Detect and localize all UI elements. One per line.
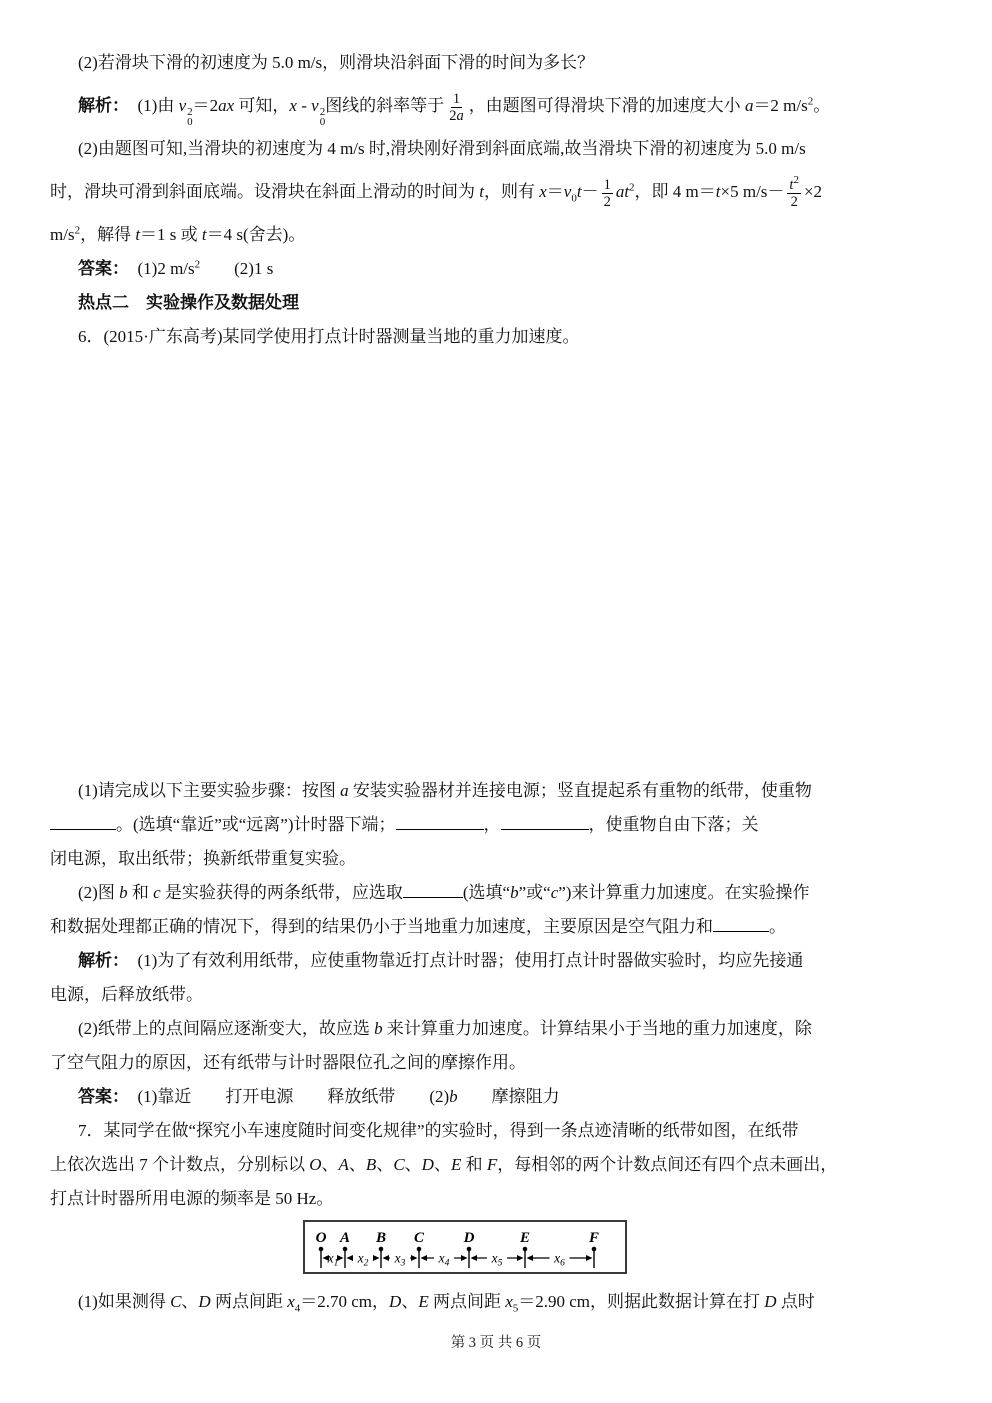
q5-analysis-2b: 时，滑块可滑到斜面底端。设滑块在斜面上滑动的时间为 t，则有 $x=v_0t-$ $\frac{1}{2}$ $at^2$，即 4 m＝t×5 m/s－ $\frac{t^2}{2}$ ×2 (50, 173, 823, 210)
q6-part2b: 和数据处理都正确的情况下，得到的结果仍小于当地重力加速度，主要原因是空气阻力和 。 (50, 917, 786, 936)
q6-part1c: 闭电源，取出纸带；换新纸带重复实验。 (50, 849, 356, 868)
var: A (338, 1155, 349, 1174)
fr: $\frac{1}{2}$ (603, 176, 611, 210)
tape-figure-box (303, 1220, 627, 1274)
text: 解析： (78, 951, 121, 970)
var: v (563, 182, 572, 201)
q6-analysis-2b: 了空气阻力的原因，还有纸带与计时器限位孔之间的摩擦作用。 (50, 1053, 526, 1072)
var: t (789, 176, 794, 193)
var: D (389, 1292, 402, 1311)
var: F (486, 1155, 498, 1174)
var: at (615, 182, 630, 201)
text: 答案： (78, 1087, 121, 1106)
text: 答案： (78, 259, 121, 278)
bl (713, 916, 769, 932)
q6-part1b: 。(选填“靠近”或“远离”)计时器下端； ， ，使重物自由下落；关 (50, 808, 942, 842)
q7-part1: (1)如果测得 C、D 两点间距 $x_4=2.70$ cm，D、E 两点间距 $x_5=2.90$ cm，则据此数据计算在打 D 点时 (78, 1292, 815, 1315)
tape-diagram (305, 1222, 625, 1272)
text: 5 (512, 1302, 519, 1315)
var: v (311, 96, 319, 115)
text: 0 (571, 192, 577, 205)
text: 热点二 实验操作及数据处理 (78, 293, 299, 312)
tape-interval-label: $x_3$ (394, 1250, 406, 1269)
tape-interval-label: $x_4$ (438, 1250, 450, 1269)
var: x (287, 1292, 295, 1311)
var: t (576, 182, 582, 201)
var: b (374, 1019, 383, 1038)
tape-point-label: B (375, 1230, 387, 1246)
var: a (456, 107, 464, 124)
fr: $\frac{1}{2a}$ (449, 90, 464, 124)
var: b (449, 1087, 458, 1106)
text: 解析： (78, 96, 121, 115)
q7-stem-c: 打点计时器所用电源的频率是 50 Hz。 (50, 1189, 334, 1208)
var: D (764, 1292, 777, 1311)
var: x (505, 1292, 513, 1311)
section-heading-hotspot2 (50, 286, 942, 320)
q5-part2-question: (2)若滑块下滑的初速度为 5.0 m/s，则滑块沿斜面下滑的时间为多长？ (78, 53, 595, 72)
tape-point-label: C (413, 1230, 425, 1246)
tape-point-label: A (339, 1230, 351, 1246)
tape-point-label: E (519, 1230, 531, 1246)
var: a (340, 781, 349, 800)
var: c (550, 883, 559, 902)
text: 2 (793, 173, 799, 186)
var: x (289, 96, 297, 115)
var: t (715, 182, 721, 201)
q5-analysis-1: 解析： (1)由 v 2 0 ＝2ax 可知，x - v 2 0 图线的斜率等于 $\frac{1}{2a}$ ，由题图可得滑块下滑的加速度大小 a＝2 $m/s^2$。 (78, 90, 831, 128)
q6-part1a: (1)请完成以下主要实验步骤：按图 a 安装实验器材并连接电源；竖直提起系有重物的纸带，使重物 (78, 781, 812, 800)
q7-stem-b: 上依次选出 7 个计数点，分别标以 O、A、B、C、D、E 和 F，每相邻的两个计数点间还有四个点未画出， (50, 1155, 838, 1174)
var: a (744, 96, 754, 115)
q5-answer: 答案： (1)2 $m/s^2$ (2)1 s (78, 258, 274, 278)
q6-analysis-2a: (2)纸带上的点间隔应逐渐变大，故应选 b 来计算重力加速度。计算结果小于当地的重力加速度，除 (78, 1019, 812, 1038)
page-footer: 第 3 页 共 6 页 (450, 1335, 542, 1351)
tape-interval-label: $x_1$ (327, 1250, 339, 1269)
stk: 2 0 (187, 106, 193, 128)
q6-apparatus-figure-area (50, 354, 942, 774)
var: E (418, 1292, 429, 1311)
var: ax (218, 96, 235, 115)
q5-analysis-2a: (2)由题图可知,当滑块的初速度为 4 m/s 时,滑块刚好滑到斜面底端,故当滑块下滑的初速度为 5.0 m/s (78, 139, 806, 158)
bl (501, 814, 589, 830)
tape-interval-label: $x_6$ (554, 1250, 565, 1269)
tape-interval-label: $x_5$ (491, 1250, 503, 1269)
var: D (198, 1292, 211, 1311)
tape-point-label: D (463, 1230, 475, 1246)
text: 2 (807, 95, 814, 108)
text: 4 (294, 1302, 301, 1315)
q7-stem-a: 7．某同学在做“探究小车速度随时间变化规律”的实验时，得到一条点迹清晰的纸带如图，在纸带 (78, 1121, 799, 1140)
bl (50, 814, 116, 830)
q6-analysis-1a: 解析： (1)为了有效利用纸带，应使重物靠近打点计时器；使用打点计时器做实验时，均应先接通 (78, 951, 804, 970)
var: x (539, 182, 547, 201)
var: t (135, 225, 141, 244)
var: C (393, 1155, 405, 1174)
tape-interval-label: $x_2$ (357, 1250, 369, 1269)
q5-analysis-2c: $m/s^2$，解得 t＝1 s 或 t＝4 s(舍去)。 (50, 224, 306, 244)
q6-analysis-1b: 电源，后释放纸带。 (50, 985, 203, 1004)
bl (403, 882, 463, 898)
tape-point-label: F (588, 1230, 600, 1246)
var: v (178, 96, 187, 115)
fr: $\frac{t^2}{2}$ (789, 173, 799, 210)
var: D (421, 1155, 434, 1174)
var: O (309, 1155, 322, 1174)
var: B (365, 1155, 377, 1174)
q7-tape-figure-row (303, 1220, 942, 1277)
q6-answer: 答案： (1)靠近 打开电源 释放纸带 (2)b 摩擦阻力 (78, 1087, 560, 1106)
bl (396, 814, 484, 830)
document-body (50, 46, 942, 1319)
q6-part2a: (2)图 b 和 c 是实验获得的两条纸带，应选取 (选填“b”或“c”)来计算重力加速度。在实验操作 (78, 883, 810, 902)
text: 2 (194, 258, 201, 271)
var: t (479, 182, 484, 201)
var: b (510, 883, 519, 902)
text: 2 (629, 181, 635, 194)
tape-point-label: O (315, 1230, 327, 1246)
var: c (153, 883, 161, 902)
q6-stem: 6．(2015·广东高考)某同学使用打点计时器测量当地的重力加速度。 (78, 327, 580, 346)
var: b (119, 883, 128, 902)
var: E (450, 1155, 462, 1174)
var: C (170, 1292, 182, 1311)
text: 2 (74, 224, 81, 237)
var: t (201, 225, 207, 244)
stk: 2 0 (319, 106, 326, 128)
